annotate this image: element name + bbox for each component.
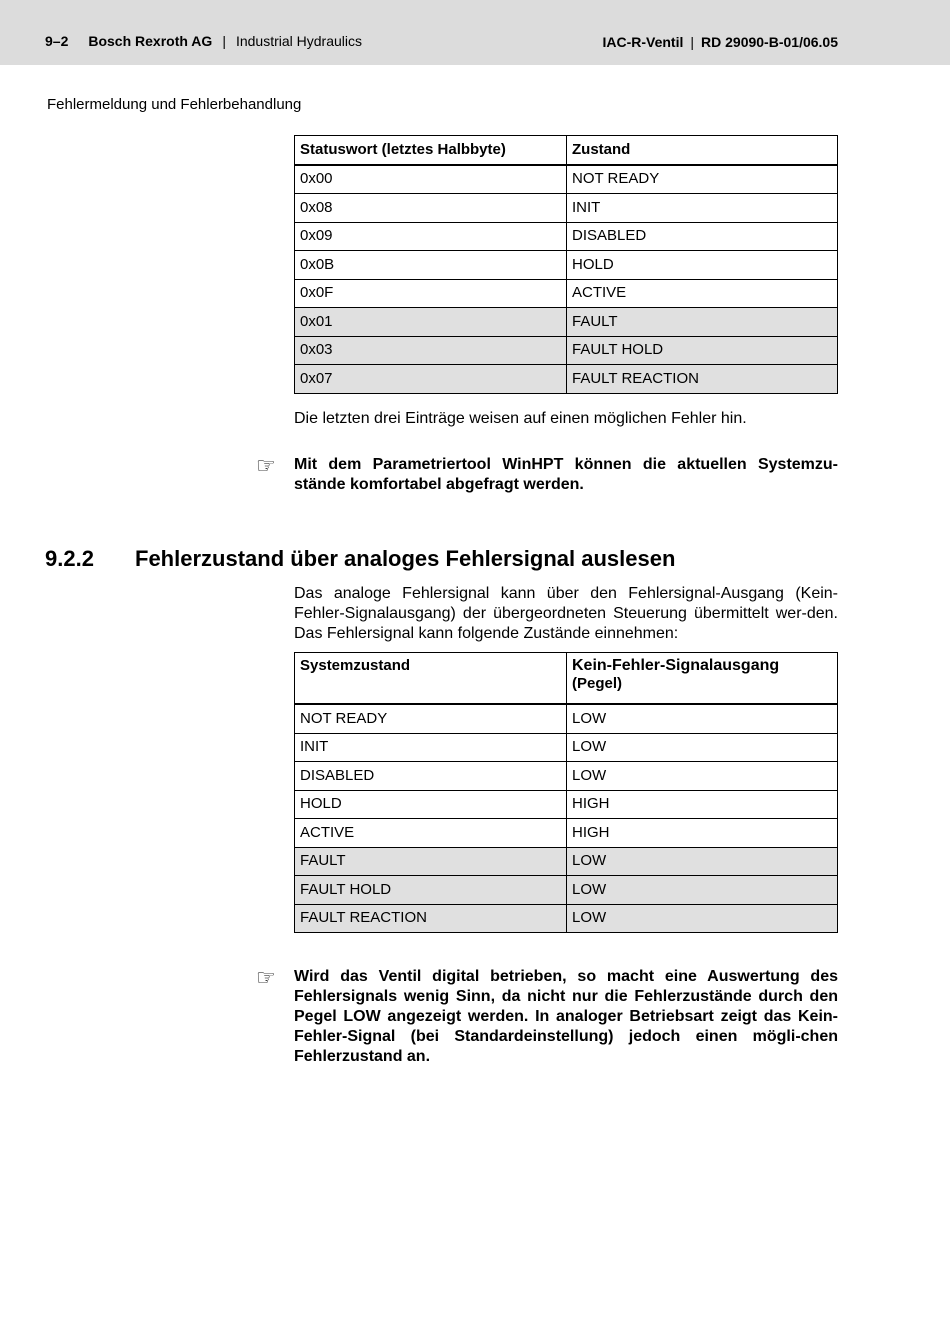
doc-number: RD 29090-B-01/06.05 [701,34,838,50]
table-row-fault [295,876,838,905]
page-header [0,0,950,65]
state-cell: ACTIVE [567,279,838,308]
table-row [295,762,838,791]
state-cell: NOT READY [295,704,567,733]
table-row-fault [295,365,838,394]
state-cell: FAULT [567,308,838,337]
table-row-fault [295,308,838,337]
pointing-hand-icon: ☞ [256,453,276,478]
level-cell: HIGH [567,790,838,819]
state-cell: FAULT REACTION [295,904,567,933]
code-cell: 0x07 [295,365,567,394]
state-cell: DISABLED [567,222,838,251]
table-note: Die letzten drei Einträge weisen auf einen möglichen Fehler hin. [294,410,747,427]
table-row [295,704,838,733]
body-paragraph: Das analoge Fehlersignal kann über den Fehlersignal-Ausgang (Kein-Fehler-Signalausgang) der übergeordneten Steuerung übermittelt wer-den. Das Fehlersignal kann folgende Zustände einnehmen: [294,585,838,642]
table-row-fault [295,847,838,876]
column-header-statuswort: Statuswort (letztes Halbbyte) [295,136,567,165]
state-cell: FAULT REACTION [567,365,838,394]
level-cell: LOW [567,762,838,791]
company-name: Bosch Rexroth AG [88,33,213,49]
table-row [295,733,838,762]
code-cell: 0x03 [295,336,567,365]
state-cell: INIT [295,733,567,762]
table-row-fault [295,904,838,933]
section-title: Fehlerzustand über analoges Fehlersignal auslesen [135,546,676,571]
state-cell: ACTIVE [295,819,567,848]
pointing-hand-icon: ☞ [256,965,276,990]
column-header-zustand: Zustand [567,136,838,165]
section-number: 9.2.2 [45,546,94,571]
table-row [295,790,838,819]
state-cell: HOLD [295,790,567,819]
table-header-row [295,136,838,165]
code-cell: 0x01 [295,308,567,337]
table-row [295,819,838,848]
code-cell: 0x08 [295,194,567,223]
division-name: Industrial Hydraulics [235,33,363,49]
level-cell: HIGH [567,819,838,848]
header-separator: | [222,33,226,49]
tip-text: Wird das Ventil digital betrieben, so macht eine Auswertung des Fehlersignals wenig Sinn, da nicht nur die Fehlerzustände durch den Pegel LOW angezeigt werden. In analoger Betriebsart zeigt das Kein-Fehler-Signal (bei Standardeinstellung) jedoch einen mögli-chen Fehlerzustand an. [294,968,838,1065]
code-cell: 0x09 [295,222,567,251]
column-header-signalausgang [567,653,838,705]
state-cell: FAULT [295,847,567,876]
page-number: 9–2 [45,33,69,49]
table-row [295,279,838,308]
column-header-sublabel: (Pegel) [572,675,623,692]
table-row [295,165,838,194]
state-cell: INIT [567,194,838,223]
state-cell: FAULT HOLD [567,336,838,365]
product-name: IAC-R-Ventil [602,34,684,50]
level-cell: LOW [567,704,838,733]
level-cell: LOW [567,847,838,876]
error-signal-table [294,652,838,933]
column-header-systemzustand [295,653,567,705]
level-cell: LOW [567,876,838,905]
table-row [295,251,838,280]
status-word-table [294,135,838,394]
level-cell: LOW [567,904,838,933]
table-row [295,194,838,223]
code-cell: 0x00 [295,165,567,194]
tip-text: Mit dem Parametriertool WinHPT können die aktuellen Systemzu-stände komfortabel abgefragt werden. [294,456,838,493]
table-row-fault [295,336,838,365]
state-cell: NOT READY [567,165,838,194]
state-cell: DISABLED [295,762,567,791]
header-left [45,33,362,49]
state-cell: HOLD [567,251,838,280]
code-cell: 0x0B [295,251,567,280]
header-separator-right: | [690,34,695,50]
header-right [602,34,838,50]
column-header-label: Systemzustand [300,657,411,674]
running-section-header: Fehlermeldung und Fehlerbehandlung [47,96,302,113]
state-cell: FAULT HOLD [295,876,567,905]
column-header-label: Kein-Fehler-Signalausgang [572,657,780,674]
table-row [295,222,838,251]
level-cell: LOW [567,733,838,762]
code-cell: 0x0F [295,279,567,308]
table-header-row [295,653,838,705]
